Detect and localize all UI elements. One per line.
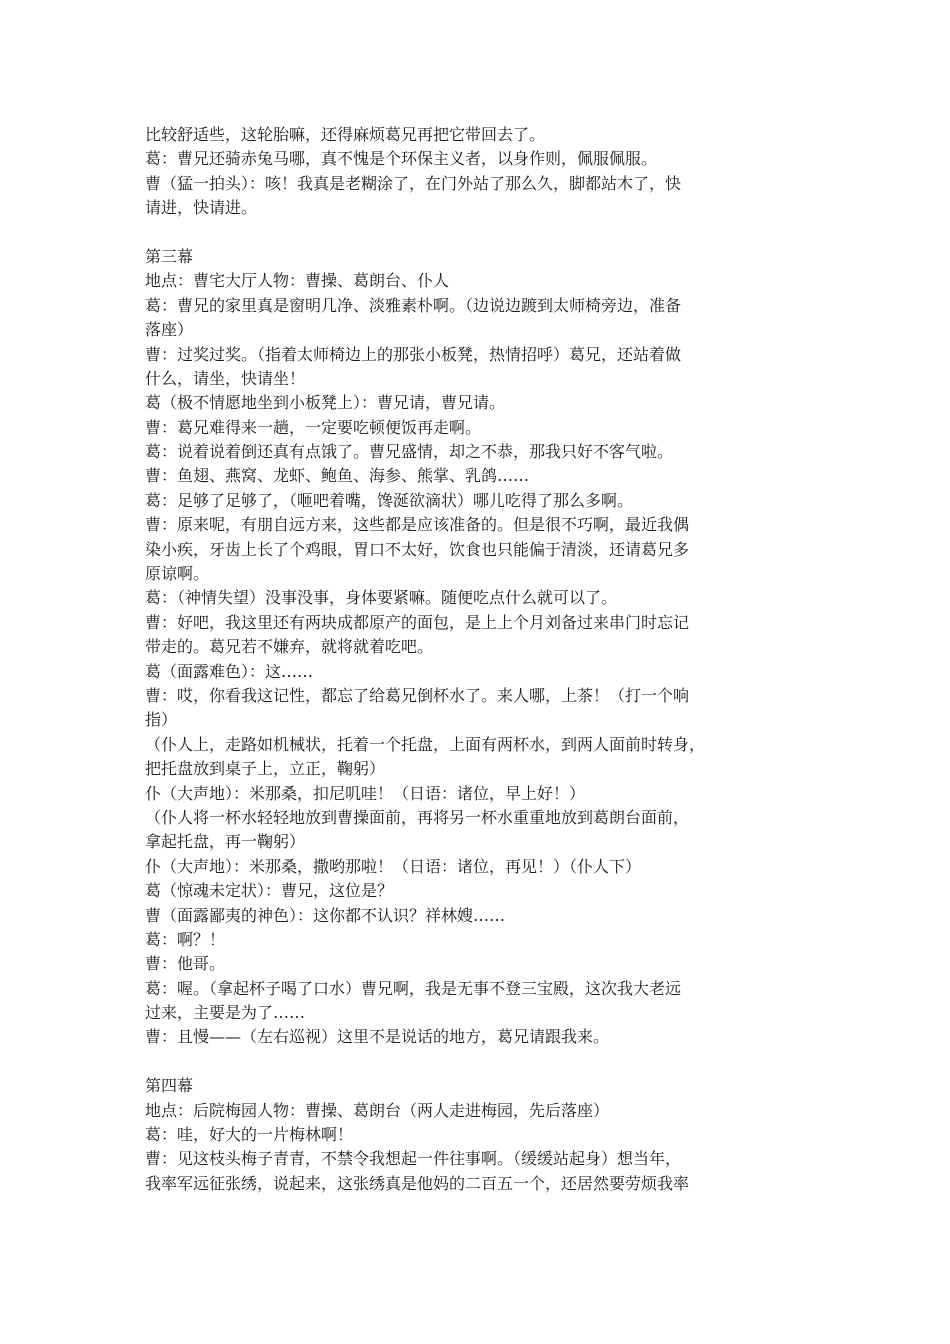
text-line: 染小疾，牙齿上长了个鸡眼，胃口不太好，饮食也只能偏于清淡，还请葛兄多 [145, 539, 690, 559]
text-line: 曹（面露鄙夷的神色）：这你都不认识？祥林嫂…… [145, 905, 506, 925]
text-line: （仆人将一杯水轻轻地放到曹操面前，再将另一杯水重重地放到葛朗台面前， [145, 807, 690, 827]
text-line: 曹：哎，你看我这记性，都忘了给葛兄倒杯水了。来人哪，上茶！（打一个响 [145, 685, 690, 705]
text-line: 什么，请坐，快请坐！ [145, 368, 306, 388]
text-line: 我率军远征张绣，说起来，这张绣真是他妈的二百五一个，还居然要劳烦我率 [145, 1173, 690, 1193]
text-line: 过来，主要是为了…… [145, 1003, 306, 1023]
text-line: 曹：见这枝头梅子青青，不禁令我想起一件往事啊。（缓缓站起身）想当年， [145, 1149, 682, 1169]
text-line: 曹：且慢——（左右巡视）这里不是说话的地方，葛兄请跟我来。 [145, 1027, 610, 1047]
text-line: 拿起托盘，再一鞠躬） [145, 832, 306, 852]
text-line: 葛：曹兄还骑赤兔马哪，真不愧是个环保主义者，以身作则，佩服佩服。 [145, 149, 658, 169]
text-line: 葛（惊魂未定状）：曹兄，这位是？ [145, 881, 394, 901]
text-line: 第三幕 [145, 246, 194, 266]
text-line: 曹（猛一拍头）：咳！我真是老糊涂了，在门外站了那么久，脚都站木了，快 [145, 173, 682, 193]
text-line: 仆（大声地）：米那桑，扣尼叽哇！（日语：诸位，早上好！） [145, 783, 586, 803]
text-line: 葛：足够了足够了，（咂吧着嘴，馋涎欲滴状）哪儿吃得了那么多啊。 [145, 490, 634, 510]
text-line: 地点：后院梅园人物：曹操、葛朗台（两人走进梅园，先后落座） [145, 1100, 610, 1120]
text-line: 曹：过奖过奖。（指着太师椅边上的那张小板凳，热情招呼）葛兄，还站着做 [145, 344, 682, 364]
blank-line [145, 1050, 833, 1074]
text-line: 第四幕 [145, 1076, 194, 1096]
text-line: 原谅啊。 [145, 564, 210, 584]
text-line: 请进，快请进。 [145, 198, 258, 218]
text-line: 曹：鱼翅、燕窝、龙虾、鲍鱼、海参、熊掌、乳鸽…… [145, 466, 530, 486]
document-page [145, 123, 833, 1196]
text-line: 仆（大声地）：米那桑，撒哟那啦！（日语：诸位，再见！）（仆人下） [145, 856, 642, 876]
text-line: 地点：曹宅大厅人物：曹操、葛朗台、仆人 [145, 271, 450, 291]
text-line: 葛：喔。（拿起杯子喝了口水）曹兄啊，我是无事不登三宝殿，这次我大老远 [145, 978, 682, 998]
blank-line [145, 221, 833, 245]
text-line: 把托盘放到桌子上，立正，鞠躬） [145, 759, 386, 779]
text-line: 曹：原来呢，有朋自远方来，这些都是应该准备的。但是很不巧啊，最近我偶 [145, 515, 690, 535]
text-line: 落座） [145, 320, 194, 340]
text-line: （仆人上，走路如机械状，托着一个托盘，上面有两杯水，到两人面前时转身， [145, 734, 706, 754]
text-line: 葛：（神情失望）没事没事，身体要紧嘛。随便吃点什么就可以了。 [145, 588, 618, 608]
text-line: 葛（面露难色）：这…… [145, 661, 314, 681]
text-line: 曹：葛兄难得来一趟，一定要吃顿便饭再走啊。 [145, 417, 482, 437]
text-line: 指） [145, 710, 178, 730]
text-line: 曹：他哥。 [145, 954, 226, 974]
text-line: 葛（极不情愿地坐到小板凳上）：曹兄请，曹兄请。 [145, 393, 506, 413]
text-line: 比较舒适些，这轮胎嘛，还得麻烦葛兄再把它带回去了。 [145, 125, 546, 144]
text-line: 葛：曹兄的家里真是窗明几净、淡雅素朴啊。（边说边踱到太师椅旁边，准备 [145, 295, 682, 315]
text-line: 曹：好吧，我这里还有两块成都原产的面包，是上上个月刘备过来串门时忘记 [145, 612, 690, 632]
text-line: 葛：哇，好大的一片梅林啊！ [145, 1125, 354, 1145]
text-line: 葛：说着说着倒还真有点饿了。曹兄盛情，却之不恭，那我只好不客气啦。 [145, 442, 674, 462]
text-line: 葛：啊？！ [145, 929, 226, 949]
text-line: 带走的。葛兄若不嫌弃，就将就着吃吧。 [145, 637, 434, 657]
